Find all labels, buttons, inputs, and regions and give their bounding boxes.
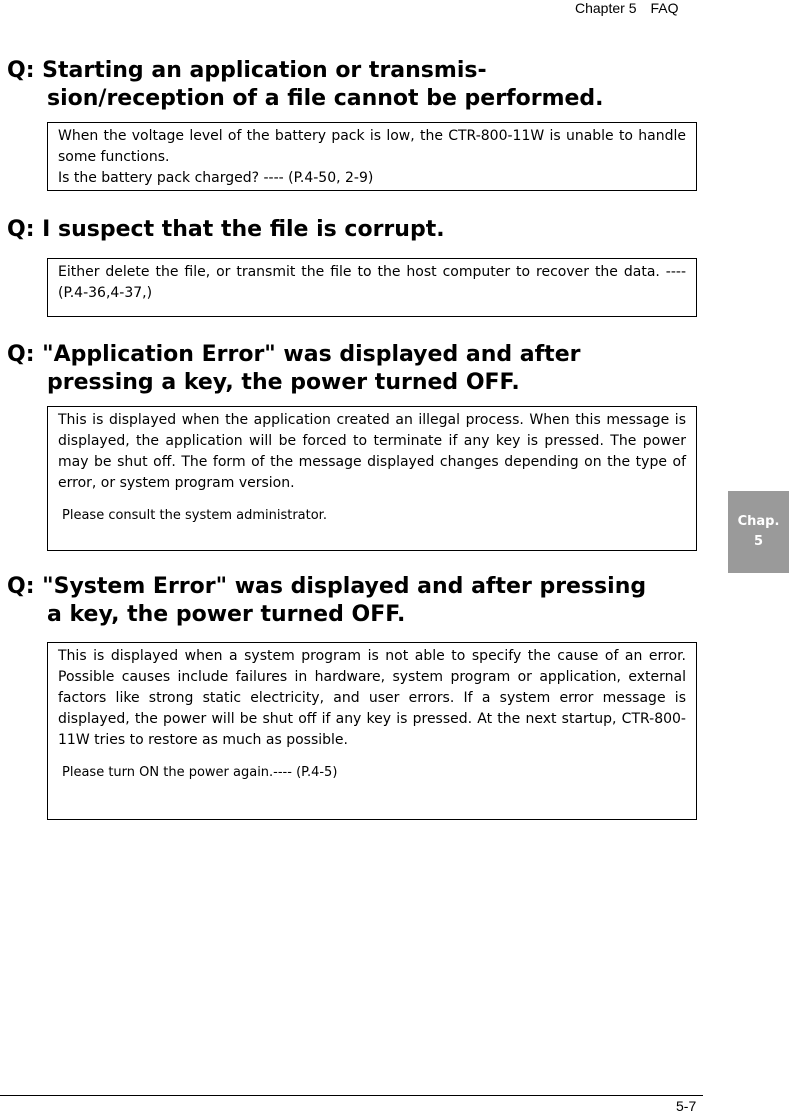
- question-line: Q: "System Error" was displayed and after pressing: [7, 574, 647, 599]
- answer-paragraph: This is displayed when a system program is not able to specify the cause of an error. Possible causes include failures in hardware, system program or application, external factors like strong static electricity, and user errors. If a system error message is displayed, the power will be shut off if any key is pressed. At the next startup, CTR-800-11W tries to restore as much as possible.: [58, 648, 686, 748]
- chapter-tab-label: Chap.: [737, 514, 780, 529]
- faq-question-1: [7, 57, 707, 113]
- page-number: 5-7: [676, 1098, 697, 1114]
- chapter-tab: [728, 491, 789, 573]
- question-line: sion/reception of a file cannot be performed.: [47, 86, 604, 111]
- question-line: Q: I suspect that the file is corrupt.: [7, 217, 445, 242]
- answer-paragraph: When the voltage level of the battery pack is low, the CTR-800-11W is unable to handle some functions.: [58, 128, 686, 165]
- question-line: Q: "Application Error" was displayed and after: [7, 342, 581, 367]
- header-section: FAQ: [650, 0, 679, 16]
- faq-answer-2: [47, 258, 697, 317]
- question-line: Q: Starting an application or transmis-: [7, 58, 487, 83]
- question-line: pressing a key, the power turned OFF.: [47, 370, 520, 395]
- question-line: a key, the power turned OFF.: [47, 602, 406, 627]
- faq-question-2: [7, 216, 707, 244]
- faq-answer-4: [47, 642, 697, 820]
- footer-divider: [0, 1095, 703, 1096]
- faq-answer-1: [47, 122, 697, 191]
- answer-paragraph: Is the battery pack charged? ---- (P.4-50, 2-9): [58, 170, 374, 186]
- faq-question-4: [7, 573, 707, 629]
- faq-question-3: [7, 341, 707, 397]
- answer-note: Please turn ON the power again.---- (P.4-5): [62, 765, 338, 780]
- page-header: [575, 0, 679, 16]
- answer-note: Please consult the system administrator.: [62, 508, 327, 523]
- header-chapter: Chapter 5: [575, 0, 637, 16]
- answer-paragraph: This is displayed when the application created an illegal process. When this message is displayed, the application will be forced to terminate if any key is pressed. The power may be shut off. The form of the message displayed changes depending on the type of error, or system program version.: [58, 412, 686, 491]
- answer-paragraph: Either delete the file, or transmit the file to the host computer to recover the data. ---- (P.4-36,4-37,): [58, 264, 686, 301]
- faq-answer-3: [47, 406, 697, 551]
- chapter-tab-number: 5: [753, 534, 764, 549]
